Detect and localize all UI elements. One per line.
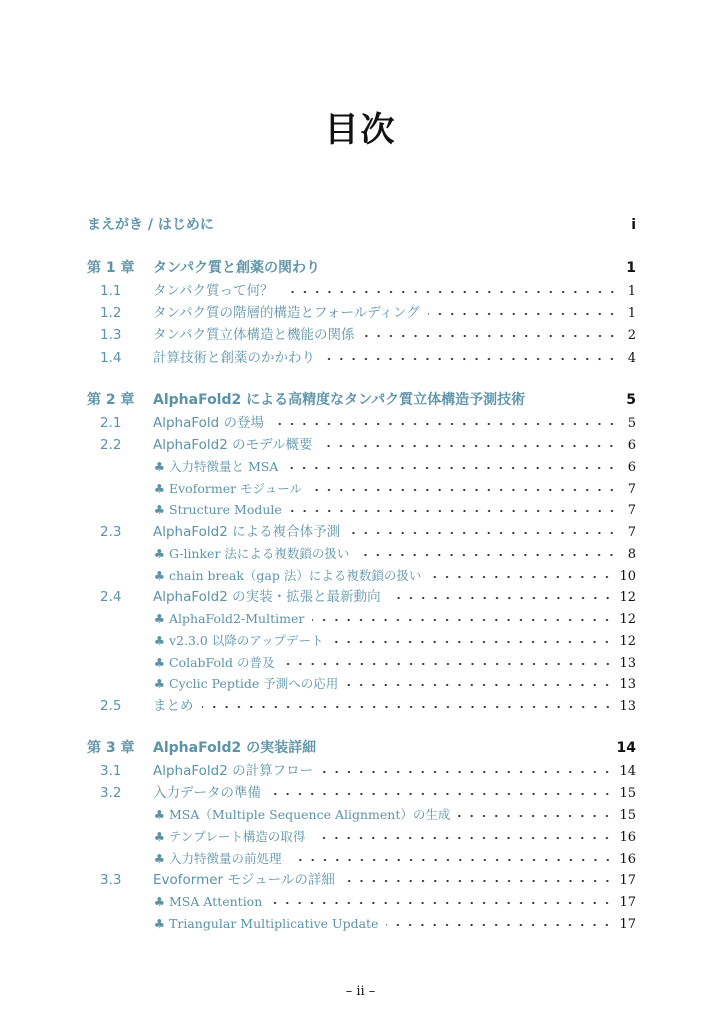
toc-entry-label[interactable]: AlphaFold2 の実装・拡張と最新動向 (153, 589, 381, 606)
toc-entry-label[interactable]: AlphaFold2-Multimer (169, 611, 305, 627)
toc-entry-page[interactable]: 7 (627, 481, 636, 497)
toc-entry-section[interactable] (87, 324, 636, 346)
page-number-footer: – ii – (345, 984, 376, 999)
toc-entry-label[interactable]: Cyclic Peptide 予測への応用 (169, 676, 339, 692)
club-suit-icon: ♣ (153, 546, 165, 562)
toc-entry-page[interactable]: 14 (619, 764, 636, 780)
dot-leader (290, 857, 614, 863)
bullet-cell (87, 913, 169, 935)
toc-entry-label[interactable]: Evoformer モジュール (169, 480, 303, 496)
toc-entry-section[interactable] (87, 347, 636, 369)
dot-leader (312, 617, 613, 623)
toc-entry-sub[interactable] (87, 826, 636, 848)
club-suit-icon: ♣ (153, 480, 165, 496)
toc-entry-number: 2.1 (100, 414, 122, 431)
bullet-cell (87, 456, 169, 478)
club-suit-icon: ♣ (153, 915, 165, 931)
club-suit-icon: ♣ (153, 611, 165, 627)
table-of-contents (87, 213, 636, 935)
toc-entry-label[interactable]: ColabFold の普及 (169, 654, 275, 670)
toc-entry-page[interactable]: 1 (627, 284, 636, 299)
toc-entry-label[interactable]: AlphaFold2 による高精度なタンパク質立体構造予測技術 (153, 391, 526, 408)
toc-entry-number: 2.3 (100, 523, 122, 540)
toc-entry-label[interactable]: MSA（Multiple Sequence Alignment）の生成 (169, 807, 451, 823)
club-suit-icon: ♣ (153, 502, 165, 518)
toc-entry-page[interactable]: 12 (619, 590, 636, 606)
dot-leader (323, 356, 618, 362)
toc-entry-page[interactable]: 4 (627, 350, 636, 366)
page-title: 目次 (324, 110, 397, 150)
toc-entry-page[interactable]: i (631, 217, 636, 233)
dot-leader (282, 289, 618, 295)
bullet-cell (87, 673, 169, 695)
bullet-cell (87, 608, 169, 630)
toc-entry-page[interactable]: 1 (626, 260, 636, 276)
toc-entry-page[interactable]: 16 (619, 830, 636, 845)
toc-entry-page[interactable]: 15 (619, 786, 636, 802)
toc-entry-page[interactable]: 13 (619, 655, 636, 671)
toc-entry-front[interactable] (87, 213, 636, 237)
toc-entry-number: 第 3 章 (87, 740, 135, 757)
club-suit-icon: ♣ (153, 829, 165, 844)
toc-entry-label[interactable]: AlphaFold の登場 (153, 414, 265, 431)
dot-leader (389, 595, 614, 601)
toc-entry-number: 3.1 (100, 763, 122, 780)
dot-leader (328, 266, 618, 272)
dot-leader (363, 333, 618, 339)
dot-leader (290, 508, 618, 514)
toc-entry-page[interactable]: 17 (619, 916, 636, 932)
toc-entry-number: 1.3 (100, 327, 122, 344)
club-suit-icon: ♣ (153, 654, 165, 670)
dot-leader (324, 746, 610, 752)
toc-entry-label[interactable]: 入力特徴量の前処理 (169, 850, 282, 866)
toc-entry-page[interactable]: 12 (619, 634, 636, 650)
toc-entry-number: 第 1 章 (87, 260, 135, 276)
toc-entry-page[interactable]: 13 (619, 698, 636, 714)
dot-leader (283, 661, 614, 667)
dot-leader (270, 900, 613, 906)
toc-entry-sub[interactable] (87, 456, 636, 478)
toc-entry-page[interactable]: 17 (619, 873, 636, 889)
dot-leader (321, 769, 613, 775)
toc-entry-number: 1.1 (100, 283, 122, 299)
dot-leader (428, 311, 618, 317)
toc-entry-page[interactable]: 5 (626, 391, 636, 408)
toc-entry-sub[interactable] (87, 630, 636, 652)
club-suit-icon: ♣ (153, 894, 165, 910)
dot-leader (458, 813, 613, 819)
toc-entry-page[interactable]: 6 (627, 437, 636, 453)
toc-entry-number: 2.2 (100, 436, 122, 453)
toc-entry-sub[interactable] (87, 913, 636, 935)
toc-entry-number: 1.4 (100, 349, 122, 366)
toc-entry-label[interactable]: タンパク質と創薬の関わり (153, 260, 321, 276)
toc-entry-chapter[interactable] (87, 736, 636, 760)
toc-entry-section[interactable] (87, 302, 636, 324)
toc-entry-page[interactable]: 1 (627, 306, 636, 322)
dot-leader (286, 465, 618, 471)
dot-leader (429, 574, 613, 580)
bullet-cell (87, 826, 169, 848)
dot-leader (343, 878, 614, 884)
toc-entry-label[interactable]: AlphaFold2 の実装詳細 (153, 740, 317, 757)
toc-entry-page[interactable]: 5 (627, 415, 636, 431)
toc-entry-number: 3.2 (100, 785, 122, 802)
toc-entry-label[interactable]: Structure Module (169, 502, 282, 518)
toc-entry-label[interactable]: タンパク質の階層的構造とフォールディング (153, 305, 420, 322)
toc-entry-label[interactable]: Evoformer モジュールの詳細 (153, 872, 335, 889)
dot-leader (320, 443, 618, 449)
dot-leader (272, 421, 618, 427)
toc-entry-number: 1.2 (100, 305, 122, 322)
bullet-cell (87, 804, 169, 826)
toc-entry-label[interactable]: 計算技術と創薬のかかわり (153, 349, 315, 366)
bullet-cell (87, 499, 169, 521)
toc-entry-sub[interactable] (87, 848, 636, 870)
toc-entry-label[interactable]: まとめ (153, 697, 194, 714)
toc-entry-number: 2.4 (100, 589, 122, 606)
toc-entry-section[interactable] (87, 760, 636, 782)
toc-entry-label[interactable]: AlphaFold2 の計算フロー (153, 763, 314, 780)
toc-entry-label[interactable]: 入力データの準備 (153, 785, 261, 802)
toc-entry-page[interactable]: 7 (627, 503, 636, 519)
toc-entry-sub[interactable] (87, 673, 636, 695)
toc-entry-section[interactable] (87, 782, 636, 804)
toc-entry-sub[interactable] (87, 804, 636, 826)
bullet-cell (87, 652, 169, 674)
toc-entry-label[interactable]: AlphaFold2 のモデル概要 (153, 436, 313, 453)
toc-entry-page[interactable]: 17 (619, 895, 636, 911)
club-suit-icon: ♣ (153, 567, 165, 583)
toc-entry-section[interactable] (87, 695, 636, 717)
dot-leader (331, 639, 613, 645)
toc-entry-number: 第 2 章 (87, 391, 135, 408)
toc-entry-page[interactable]: 7 (627, 524, 636, 540)
toc-entry-sub[interactable] (87, 499, 636, 521)
dot-leader (357, 552, 618, 558)
bullet-cell (87, 478, 169, 500)
toc-entry-section[interactable] (87, 869, 636, 891)
club-suit-icon: ♣ (153, 807, 165, 823)
dot-leader (348, 530, 618, 536)
toc-entry-number: 2.5 (100, 697, 122, 714)
toc-entry-sub[interactable] (87, 478, 636, 500)
toc-entry-page[interactable]: 14 (616, 740, 636, 757)
toc-entry-label[interactable]: MSA Attention (169, 894, 263, 910)
toc-entry-page[interactable]: 10 (619, 568, 636, 584)
dot-leader (313, 835, 613, 841)
toc-entry-label[interactable]: Triangular Multiplicative Update (169, 915, 379, 931)
toc-entry-page[interactable]: 8 (627, 547, 636, 563)
toc-entry-page[interactable]: 16 (619, 851, 636, 867)
toc-entry-section[interactable] (87, 434, 636, 456)
toc-entry-section[interactable] (87, 280, 636, 302)
toc-entry-label[interactable]: G-linker 法による複数鎖の扱い (169, 546, 350, 562)
bullet-cell (87, 565, 169, 587)
toc-entry-page[interactable]: 15 (619, 808, 636, 824)
toc-entry-label[interactable]: まえがき / はじめに (87, 217, 214, 233)
toc-entry-sub[interactable] (87, 543, 636, 565)
toc-entry-label[interactable]: テンプレート構造の取得 (169, 829, 306, 844)
toc-entry-section[interactable] (87, 412, 636, 434)
dot-leader (222, 223, 618, 229)
toc-entry-section[interactable] (87, 521, 636, 543)
toc-entry-sub[interactable] (87, 608, 636, 630)
toc-entry-sub[interactable] (87, 891, 636, 913)
toc-entry-chapter[interactable] (87, 256, 636, 280)
dot-leader (533, 398, 618, 404)
club-suit-icon: ♣ (153, 459, 165, 475)
bullet-cell (87, 543, 169, 565)
toc-entry-label[interactable]: タンパク質立体構造と機能の関係 (153, 327, 355, 344)
toc-entry-sub[interactable] (87, 652, 636, 674)
toc-entry-page[interactable]: 12 (619, 612, 636, 628)
club-suit-icon: ♣ (153, 850, 165, 866)
bullet-cell (87, 848, 169, 870)
toc-entry-sub[interactable] (87, 565, 636, 587)
toc-entry-label[interactable]: タンパク質って何？ (153, 283, 274, 299)
bullet-cell (87, 891, 169, 913)
dot-leader (269, 791, 613, 797)
club-suit-icon: ♣ (153, 633, 165, 649)
toc-entry-page[interactable]: 2 (627, 328, 636, 344)
toc-entry-number: 3.3 (100, 872, 122, 889)
club-suit-icon: ♣ (153, 676, 165, 692)
toc-entry-page[interactable]: 13 (619, 677, 636, 693)
toc-entry-label[interactable]: 入力特徴量と MSA (169, 459, 279, 475)
toc-entry-chapter[interactable] (87, 388, 636, 412)
toc-entry-label[interactable]: v2.3.0 以降のアップデート (169, 633, 324, 649)
bullet-cell (87, 630, 169, 652)
dot-leader (310, 487, 618, 493)
toc-entry-section[interactable] (87, 586, 636, 608)
toc-entry-label[interactable]: AlphaFold2 による複合体予測 (153, 523, 341, 540)
dot-leader (202, 704, 614, 710)
toc-entry-page[interactable]: 6 (627, 460, 636, 476)
toc-entry-label[interactable]: chain break（gap 法）による複数鎖の扱い (169, 567, 422, 583)
dot-leader (346, 682, 613, 688)
dot-leader (386, 922, 613, 928)
